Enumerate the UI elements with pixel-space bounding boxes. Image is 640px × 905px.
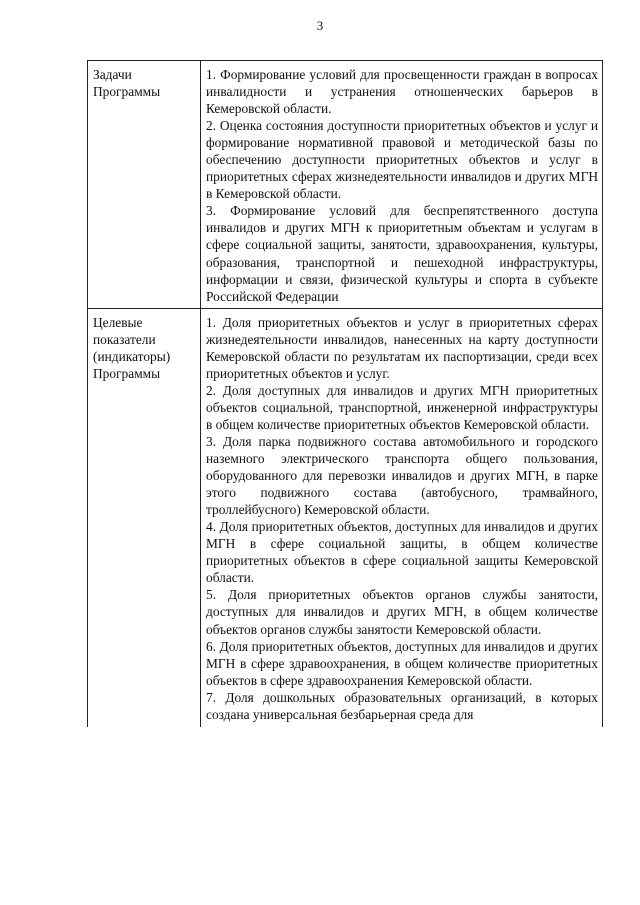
- row-label-indicators: Целевые показатели (индикаторы) Программы: [88, 308, 201, 727]
- task-item: 1. Формирование условий для просвещенности граждан в вопросах инвалидности и устранения отношенческих барьеров в Кемеровской области.: [206, 67, 598, 117]
- row-label-tasks: Задачи Программы: [88, 61, 201, 309]
- row-content-tasks: [201, 61, 603, 309]
- indicator-item: 4. Доля приоритетных объектов, доступных для инвалидов и других МГН в сфере социальной защиты, в общем количестве приоритетных объектов в сфере социальной защиты Кемеровской области.: [206, 519, 598, 586]
- indicator-item: 1. Доля приоритетных объектов и услуг в приоритетных сферах жизнедеятельности инвалидов, нанесенных на карту доступности Кемеровской области по результатам их паспортизации, среди всех приоритетных объектов и услуг.: [206, 314, 598, 381]
- indicator-item: 2. Доля доступных для инвалидов и других МГН приоритетных объектов социальной, транспортной, инженерной инфраструктуры в общем количестве приоритетных объектов Кемеровской области.: [206, 382, 598, 432]
- table-row-indicators: [88, 308, 603, 727]
- page-number: 3: [316, 18, 324, 33]
- indicator-item: 7. Доля дошкольных образовательных организаций, в которых создана универсальная безбарьерная среда для: [206, 689, 598, 722]
- indicator-item: 6. Доля приоритетных объектов, доступных для инвалидов и других МГН в сфере здравоохранения, в общем количестве приоритетных объектов в сфере здравоохранения Кемеровской области.: [206, 638, 598, 688]
- row-content-indicators: [201, 308, 603, 727]
- task-item: 2. Оценка состояния доступности приоритетных объектов и услуг и формирование нормативной правовой и методической базы по обеспечению доступности приоритетных объектов и услуг в приоритетных сферах жизнедеятельности инвалидов и других МГН в Кемеровской области.: [206, 118, 598, 202]
- indicator-item: 5. Доля приоритетных объектов органов службы занятости, доступных для инвалидов и других МГН, в общем количестве объектов органов службы занятости Кемеровской области.: [206, 587, 598, 637]
- table-row-tasks: [88, 61, 603, 309]
- indicator-item: 3. Доля парка подвижного состава автомобильного и городского наземного электрического транспорта общего пользования, оборудованного для перевозки инвалидов и других МГН, в парке этого подвижного состава (автобусного, трамвайного, троллейбусного) Кемеровской области.: [206, 433, 598, 518]
- program-passport-table: [87, 60, 603, 727]
- task-item: 3. Формирование условий для беспрепятственного доступа инвалидов и других МГН к приоритетным объектам и услугам в сфере социальной защиты, занятости, здравоохранения, культуры, образования, транспортной и пешеходной инфраструктуры, информации и связи, физической культуры и спорта в субъекте Российской Федерации: [206, 203, 598, 304]
